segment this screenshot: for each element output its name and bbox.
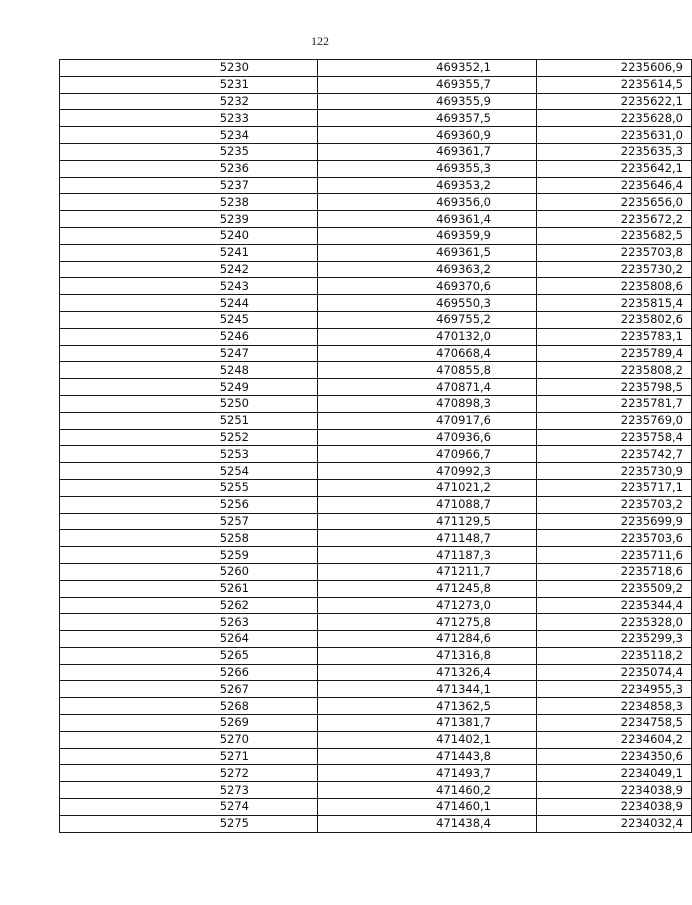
y-coordinate-cell: 2235118,2 [537, 647, 692, 664]
table-row [60, 227, 692, 244]
y-coordinate-cell: 2234038,9 [537, 782, 692, 799]
table-row [60, 463, 692, 480]
point-number-cell: 5258 [60, 530, 318, 547]
x-coordinate-cell: 469355,9 [318, 93, 537, 110]
x-coordinate-cell: 469370,6 [318, 278, 537, 295]
point-number-cell: 5239 [60, 211, 318, 228]
point-number-cell: 5250 [60, 395, 318, 412]
x-coordinate-cell: 469355,3 [318, 160, 537, 177]
point-number-cell: 5236 [60, 160, 318, 177]
table-row [60, 194, 692, 211]
point-number-cell: 5273 [60, 782, 318, 799]
y-coordinate-cell: 2235711,6 [537, 547, 692, 564]
x-coordinate-cell: 469352,1 [318, 60, 537, 77]
point-number-cell: 5238 [60, 194, 318, 211]
table-row [60, 530, 692, 547]
point-number-cell: 5230 [60, 60, 318, 77]
point-number-cell: 5232 [60, 93, 318, 110]
table-row [60, 278, 692, 295]
point-number-cell: 5266 [60, 664, 318, 681]
y-coordinate-cell: 2234955,3 [537, 681, 692, 698]
page-number: 122 [311, 34, 329, 48]
table-row [60, 597, 692, 614]
y-coordinate-cell: 2235622,1 [537, 93, 692, 110]
y-coordinate-cell: 2234032,4 [537, 815, 692, 832]
table-row [60, 110, 692, 127]
point-number-cell: 5264 [60, 631, 318, 648]
table-row [60, 799, 692, 816]
table-row [60, 177, 692, 194]
y-coordinate-cell: 2235642,1 [537, 160, 692, 177]
table-row [60, 563, 692, 580]
x-coordinate-cell: 471326,4 [318, 664, 537, 681]
y-coordinate-cell: 2235328,0 [537, 614, 692, 631]
y-coordinate-cell: 2235074,4 [537, 664, 692, 681]
y-coordinate-cell: 2235742,7 [537, 446, 692, 463]
table-row [60, 748, 692, 765]
x-coordinate-cell: 470992,3 [318, 463, 537, 480]
point-number-cell: 5252 [60, 429, 318, 446]
y-coordinate-cell: 2235344,4 [537, 597, 692, 614]
point-number-cell: 5262 [60, 597, 318, 614]
point-number-cell: 5248 [60, 362, 318, 379]
point-number-cell: 5237 [60, 177, 318, 194]
y-coordinate-cell: 2234049,1 [537, 765, 692, 782]
table-row [60, 496, 692, 513]
x-coordinate-cell: 469357,5 [318, 110, 537, 127]
point-number-cell: 5257 [60, 513, 318, 530]
x-coordinate-cell: 469359,9 [318, 227, 537, 244]
x-coordinate-cell: 470871,4 [318, 379, 537, 396]
table-row [60, 362, 692, 379]
y-coordinate-cell: 2235783,1 [537, 328, 692, 345]
point-number-cell: 5233 [60, 110, 318, 127]
y-coordinate-cell: 2235769,0 [537, 412, 692, 429]
x-coordinate-cell: 470132,0 [318, 328, 537, 345]
table-row [60, 160, 692, 177]
table-row [60, 244, 692, 261]
point-number-cell: 5265 [60, 647, 318, 664]
y-coordinate-cell: 2235509,2 [537, 580, 692, 597]
x-coordinate-cell: 470917,6 [318, 412, 537, 429]
x-coordinate-cell: 471273,0 [318, 597, 537, 614]
table-row [60, 311, 692, 328]
x-coordinate-cell: 470668,4 [318, 345, 537, 362]
point-number-cell: 5235 [60, 143, 318, 160]
point-number-cell: 5255 [60, 479, 318, 496]
x-coordinate-cell: 471460,2 [318, 782, 537, 799]
x-coordinate-cell: 471148,7 [318, 530, 537, 547]
y-coordinate-cell: 2234038,9 [537, 799, 692, 816]
x-coordinate-cell: 471211,7 [318, 563, 537, 580]
table-row [60, 93, 692, 110]
x-coordinate-cell: 471275,8 [318, 614, 537, 631]
x-coordinate-cell: 471245,8 [318, 580, 537, 597]
y-coordinate-cell: 2235682,5 [537, 227, 692, 244]
y-coordinate-cell: 2235798,5 [537, 379, 692, 396]
table-row [60, 614, 692, 631]
y-coordinate-cell: 2235699,9 [537, 513, 692, 530]
x-coordinate-cell: 470936,6 [318, 429, 537, 446]
x-coordinate-cell: 471316,8 [318, 647, 537, 664]
coordinates-table-body [60, 60, 692, 833]
y-coordinate-cell: 2235614,5 [537, 76, 692, 93]
x-coordinate-cell: 471381,7 [318, 715, 537, 732]
table-row [60, 547, 692, 564]
point-number-cell: 5241 [60, 244, 318, 261]
y-coordinate-cell: 2235802,6 [537, 311, 692, 328]
table-row [60, 479, 692, 496]
point-number-cell: 5270 [60, 731, 318, 748]
x-coordinate-cell: 471187,3 [318, 547, 537, 564]
point-number-cell: 5274 [60, 799, 318, 816]
point-number-cell: 5247 [60, 345, 318, 362]
point-number-cell: 5263 [60, 614, 318, 631]
point-number-cell: 5275 [60, 815, 318, 832]
point-number-cell: 5256 [60, 496, 318, 513]
y-coordinate-cell: 2235730,2 [537, 261, 692, 278]
x-coordinate-cell: 469353,2 [318, 177, 537, 194]
y-coordinate-cell: 2235808,6 [537, 278, 692, 295]
x-coordinate-cell: 471284,6 [318, 631, 537, 648]
y-coordinate-cell: 2235815,4 [537, 295, 692, 312]
table-row [60, 395, 692, 412]
y-coordinate-cell: 2235631,0 [537, 127, 692, 144]
point-number-cell: 5246 [60, 328, 318, 345]
table-row [60, 143, 692, 160]
point-number-cell: 5249 [60, 379, 318, 396]
x-coordinate-cell: 471362,5 [318, 698, 537, 715]
table-row [60, 429, 692, 446]
y-coordinate-cell: 2234858,3 [537, 698, 692, 715]
x-coordinate-cell: 471021,2 [318, 479, 537, 496]
table-row [60, 631, 692, 648]
table-row [60, 513, 692, 530]
point-number-cell: 5240 [60, 227, 318, 244]
table-row [60, 76, 692, 93]
x-coordinate-cell: 469361,4 [318, 211, 537, 228]
x-coordinate-cell: 471402,1 [318, 731, 537, 748]
table-row [60, 765, 692, 782]
x-coordinate-cell: 469355,7 [318, 76, 537, 93]
table-row [60, 261, 692, 278]
point-number-cell: 5272 [60, 765, 318, 782]
x-coordinate-cell: 469363,2 [318, 261, 537, 278]
table-row [60, 698, 692, 715]
x-coordinate-cell: 470855,8 [318, 362, 537, 379]
y-coordinate-cell: 2235781,7 [537, 395, 692, 412]
x-coordinate-cell: 469356,0 [318, 194, 537, 211]
table-row [60, 295, 692, 312]
x-coordinate-cell: 471460,1 [318, 799, 537, 816]
table-row [60, 580, 692, 597]
table-row [60, 328, 692, 345]
x-coordinate-cell: 471129,5 [318, 513, 537, 530]
table-row [60, 345, 692, 362]
table-row [60, 731, 692, 748]
point-number-cell: 5244 [60, 295, 318, 312]
y-coordinate-cell: 2234350,6 [537, 748, 692, 765]
y-coordinate-cell: 2235646,4 [537, 177, 692, 194]
y-coordinate-cell: 2235703,2 [537, 496, 692, 513]
point-number-cell: 5243 [60, 278, 318, 295]
point-number-cell: 5251 [60, 412, 318, 429]
point-number-cell: 5259 [60, 547, 318, 564]
x-coordinate-cell: 471438,4 [318, 815, 537, 832]
x-coordinate-cell: 471088,7 [318, 496, 537, 513]
y-coordinate-cell: 2235730,9 [537, 463, 692, 480]
x-coordinate-cell: 470898,3 [318, 395, 537, 412]
table-row [60, 681, 692, 698]
x-coordinate-cell: 470966,7 [318, 446, 537, 463]
x-coordinate-cell: 469360,9 [318, 127, 537, 144]
y-coordinate-cell: 2234604,2 [537, 731, 692, 748]
x-coordinate-cell: 471344,1 [318, 681, 537, 698]
y-coordinate-cell: 2235703,6 [537, 530, 692, 547]
point-number-cell: 5269 [60, 715, 318, 732]
y-coordinate-cell: 2235789,4 [537, 345, 692, 362]
x-coordinate-cell: 469755,2 [318, 311, 537, 328]
coordinates-table [59, 59, 692, 833]
table-row [60, 379, 692, 396]
table-row [60, 127, 692, 144]
y-coordinate-cell: 2235628,0 [537, 110, 692, 127]
table-row [60, 211, 692, 228]
y-coordinate-cell: 2235703,8 [537, 244, 692, 261]
point-number-cell: 5271 [60, 748, 318, 765]
table-row [60, 60, 692, 77]
x-coordinate-cell: 471443,8 [318, 748, 537, 765]
y-coordinate-cell: 2235717,1 [537, 479, 692, 496]
point-number-cell: 5231 [60, 76, 318, 93]
y-coordinate-cell: 2234758,5 [537, 715, 692, 732]
y-coordinate-cell: 2235656,0 [537, 194, 692, 211]
x-coordinate-cell: 469361,7 [318, 143, 537, 160]
table-row [60, 412, 692, 429]
y-coordinate-cell: 2235672,2 [537, 211, 692, 228]
point-number-cell: 5253 [60, 446, 318, 463]
point-number-cell: 5268 [60, 698, 318, 715]
point-number-cell: 5242 [60, 261, 318, 278]
x-coordinate-cell: 469361,5 [318, 244, 537, 261]
x-coordinate-cell: 469550,3 [318, 295, 537, 312]
y-coordinate-cell: 2235718,6 [537, 563, 692, 580]
y-coordinate-cell: 2235635,3 [537, 143, 692, 160]
table-row [60, 647, 692, 664]
point-number-cell: 5261 [60, 580, 318, 597]
x-coordinate-cell: 471493,7 [318, 765, 537, 782]
table-row [60, 782, 692, 799]
y-coordinate-cell: 2235758,4 [537, 429, 692, 446]
table-row [60, 446, 692, 463]
table-row [60, 815, 692, 832]
y-coordinate-cell: 2235808,2 [537, 362, 692, 379]
y-coordinate-cell: 2235299,3 [537, 631, 692, 648]
point-number-cell: 5254 [60, 463, 318, 480]
y-coordinate-cell: 2235606,9 [537, 60, 692, 77]
point-number-cell: 5234 [60, 127, 318, 144]
point-number-cell: 5267 [60, 681, 318, 698]
table-row [60, 715, 692, 732]
point-number-cell: 5245 [60, 311, 318, 328]
table-row [60, 664, 692, 681]
point-number-cell: 5260 [60, 563, 318, 580]
